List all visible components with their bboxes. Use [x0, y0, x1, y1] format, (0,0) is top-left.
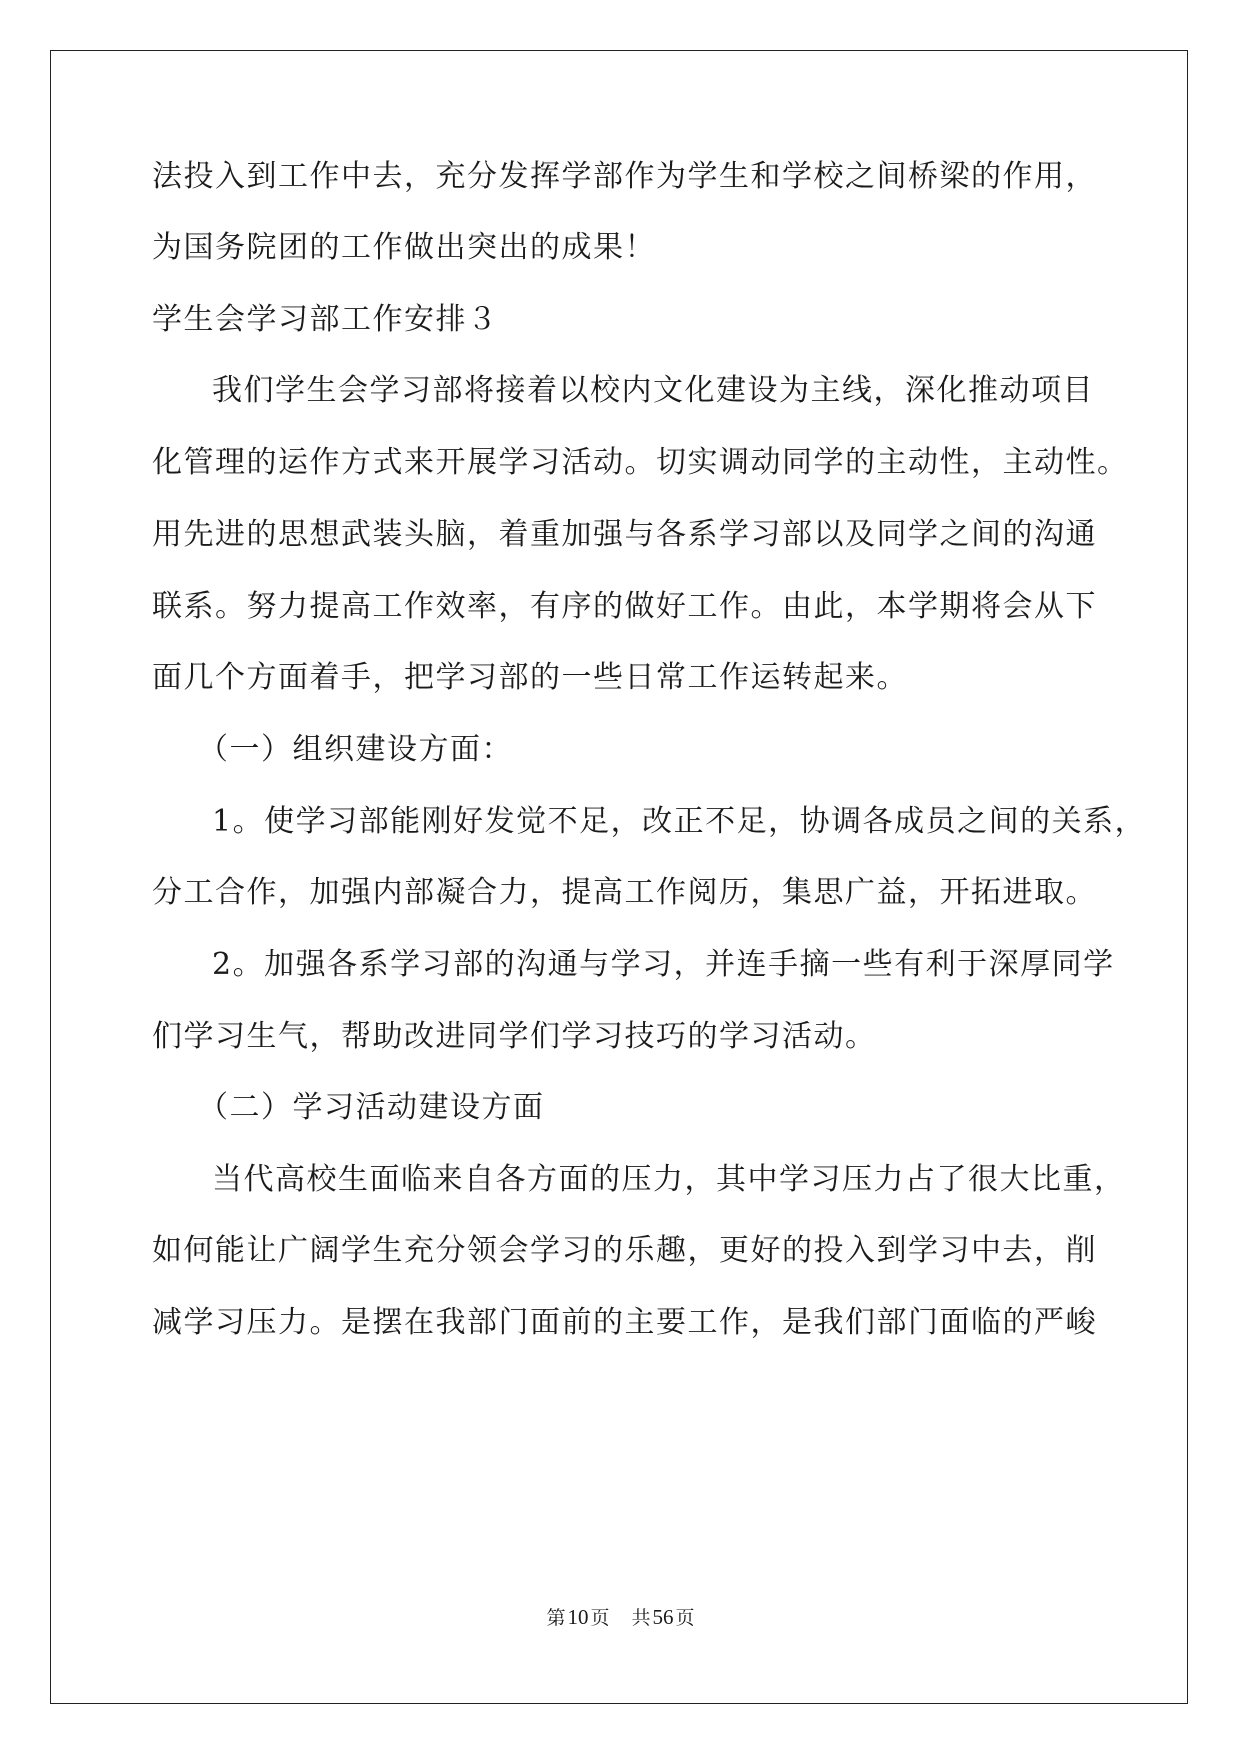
page-prefix: 第	[546, 1607, 566, 1629]
subsection-heading: （二）学习活动建设方面	[198, 1090, 545, 1125]
page-number: 10	[567, 1605, 589, 1629]
total-suffix: 页	[675, 1607, 695, 1629]
paragraph-line: 减学习压力。是摆在我部门面前的主要工作，是我们部门面临的严峻	[152, 1305, 1097, 1340]
paragraph-line: 为国务院团的工作做出突出的成果！	[152, 230, 656, 265]
total-pages: 56	[652, 1605, 674, 1629]
page-footer	[0, 1605, 1241, 1630]
paragraph-line: 面几个方面着手，把学习部的一些日常工作运转起来。	[152, 660, 908, 695]
subsection-heading: （一）组织建设方面：	[198, 732, 513, 767]
paragraph-line: 法投入到工作中去，充分发挥学部作为学生和学校之间桥梁的作用，	[152, 159, 1097, 194]
list-item: 2。加强各系学习部的沟通与学习，并连手摘一些有利于深厚同学	[212, 947, 1115, 982]
paragraph-line: 们学习生气，帮助改进同学们学习技巧的学习活动。	[152, 1019, 877, 1054]
paragraph-line: 我们学生会学习部将接着以校内文化建设为主线，深化推动项目	[212, 373, 1094, 408]
paragraph-line: 联系。努力提高工作效率，有序的做好工作。由此，本学期将会从下	[152, 589, 1097, 624]
paragraph-line: 用先进的思想武装头脑，着重加强与各系学习部以及同学之间的沟通	[152, 517, 1097, 552]
paragraph-line: 当代高校生面临来自各方面的压力，其中学习压力占了很大比重，	[212, 1162, 1126, 1197]
page-suffix: 页	[590, 1607, 610, 1629]
paragraph-line: 化管理的运作方式来开展学习活动。切实调动同学的主动性，主动性。	[152, 445, 1129, 480]
section-heading: 学生会学习部工作安排３	[152, 302, 499, 337]
total-prefix: 共	[631, 1607, 651, 1629]
paragraph-line: 如何能让广阔学生充分领会学习的乐趣，更好的投入到学习中去，削	[152, 1233, 1097, 1268]
paragraph-line: 分工合作，加强内部凝合力，提高工作阅历，集思广益，开拓进取。	[152, 875, 1097, 910]
list-item: 1。使学习部能刚好发觉不足，改正不足，协调各成员之间的关系，	[212, 804, 1147, 839]
